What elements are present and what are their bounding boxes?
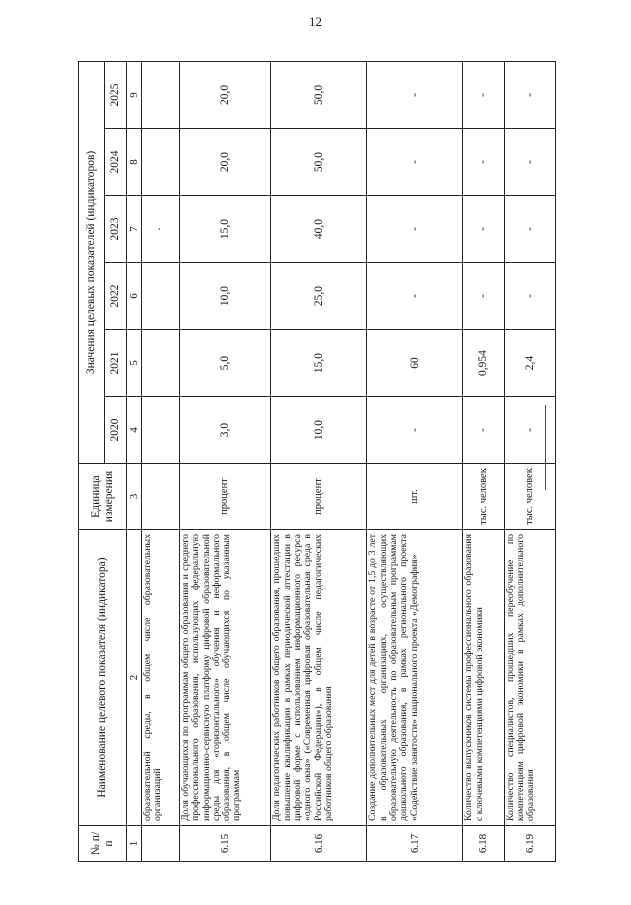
indicator-value: 25,0 (271, 263, 367, 330)
indicator-name: Доля педагогических работников общего образования, прошедших повышение квалификации в рамках периодической аттестации в цифровой форме с использованием информационного ресурса «одного окна» («Современная цифровая образовательная среда в Российской Федерации»), в общем числе педагогических работников общего образования (271, 530, 367, 826)
table-row (271, 61, 367, 861)
indicator-name: Доля обучающихся по программам общего образования и среднего профессионального образования, использующих федеральную информационно-сервисную платформу цифровой образовательной среды для «горизонтального» обучения и неформального образования, в общем числе обучающихся по указанным программам (179, 530, 271, 826)
indicator-value (142, 263, 180, 330)
indicator-value: 15,0 (179, 196, 271, 263)
column-number: 7 (127, 196, 142, 263)
indicator-value: - (463, 61, 504, 128)
header-values-group: Значения целевых показателей (индикаторов) (79, 61, 105, 463)
indicator-unit: шт. (367, 464, 463, 530)
column-number: 8 (127, 129, 142, 196)
indicator-unit: процент (179, 464, 271, 530)
indicator-value (142, 129, 180, 196)
column-number: 1 (127, 826, 142, 862)
indicator-value: 20,0 (179, 61, 271, 128)
indicator-value: - (367, 61, 463, 128)
table-row (504, 61, 555, 861)
table-row (463, 61, 504, 861)
column-number: 6 (127, 263, 142, 330)
indicator-value: 50,0 (271, 129, 367, 196)
indicator-value: - (367, 263, 463, 330)
indicator-value: 50,0 (271, 61, 367, 128)
header-year: 2023 (105, 196, 127, 263)
indicator-value: - (504, 61, 555, 128)
row-number: 6.17 (367, 826, 463, 862)
column-number: 4 (127, 397, 142, 464)
row-number: 6.15 (179, 826, 271, 862)
indicator-unit (142, 464, 180, 530)
indicator-value: - (463, 263, 504, 330)
rotated-table-wrapper (78, 62, 556, 862)
column-number: 5 (127, 330, 142, 397)
indicator-value: 40,0 (271, 196, 367, 263)
indicator-value: 3,0 (179, 397, 271, 464)
row-number: 6.16 (271, 826, 367, 862)
row-number: 6.18 (463, 826, 504, 862)
table-row (142, 61, 180, 861)
indicator-name: Количество специалистов, прошедших переобучение по компетенциям цифровой экономики в рамках дополнительного образования (504, 530, 555, 826)
indicator-value: - (504, 263, 555, 330)
column-number: 2 (127, 530, 142, 826)
indicator-value: 2,4 (504, 330, 555, 397)
header-year: 2022 (105, 263, 127, 330)
indicator-value: - (504, 129, 555, 196)
header-name: Наименование целевого показателя (индикатора) (79, 530, 127, 826)
header-year: 2024 (105, 129, 127, 196)
header-num: № п/п (79, 826, 127, 862)
indicator-value: 60 (367, 330, 463, 397)
table-row (367, 61, 463, 861)
indicator-value: - (367, 129, 463, 196)
indicators-table (78, 61, 556, 862)
header-unit: Единица измерения (79, 464, 127, 530)
page-number: 12 (309, 14, 322, 29)
row-number (142, 826, 180, 862)
indicator-value: · (142, 196, 180, 263)
indicator-value: 10,0 (271, 397, 367, 464)
indicator-value: - (367, 196, 463, 263)
separator-line (545, 405, 546, 490)
indicator-unit: тыс. человек (504, 464, 555, 530)
indicator-value: - (367, 397, 463, 464)
indicator-name: Создание дополнительных мест для детей в возрасте от 1,5 до 3 лет в образовательных организациях, осуществляющих образовательную деятельность по образовательным программам дошкольного образования, в рамках регионального проекта «Содействие занятости» национального проекта «Демография» (367, 530, 463, 826)
indicator-name: образовательной среды, в общем числе образовательных организаций (142, 530, 180, 826)
indicator-value: - (504, 196, 555, 263)
indicator-value (142, 61, 180, 128)
indicator-value: - (463, 397, 504, 464)
indicator-value: - (504, 397, 555, 464)
indicator-name: Количество выпускников системы профессионального образования с ключевыми компетенциями цифровой экономики (463, 530, 504, 826)
column-number: 9 (127, 61, 142, 128)
indicator-value: 20,0 (179, 129, 271, 196)
indicator-value: - (463, 196, 504, 263)
indicator-value: 5,0 (179, 330, 271, 397)
header-year: 2025 (105, 61, 127, 128)
indicator-value: - (463, 129, 504, 196)
indicator-value: 15,0 (271, 330, 367, 397)
indicator-unit: тыс. человек (463, 464, 504, 530)
header-year: 2020 (105, 397, 127, 464)
indicator-value (142, 330, 180, 397)
indicator-value (142, 397, 180, 464)
table-row (179, 61, 271, 861)
column-number: 3 (127, 464, 142, 530)
header-year: 2021 (105, 330, 127, 397)
indicator-value: 10,0 (179, 263, 271, 330)
indicator-unit: процент (271, 464, 367, 530)
indicator-value: 0,954 (463, 330, 504, 397)
row-number: 6.19 (504, 826, 555, 862)
